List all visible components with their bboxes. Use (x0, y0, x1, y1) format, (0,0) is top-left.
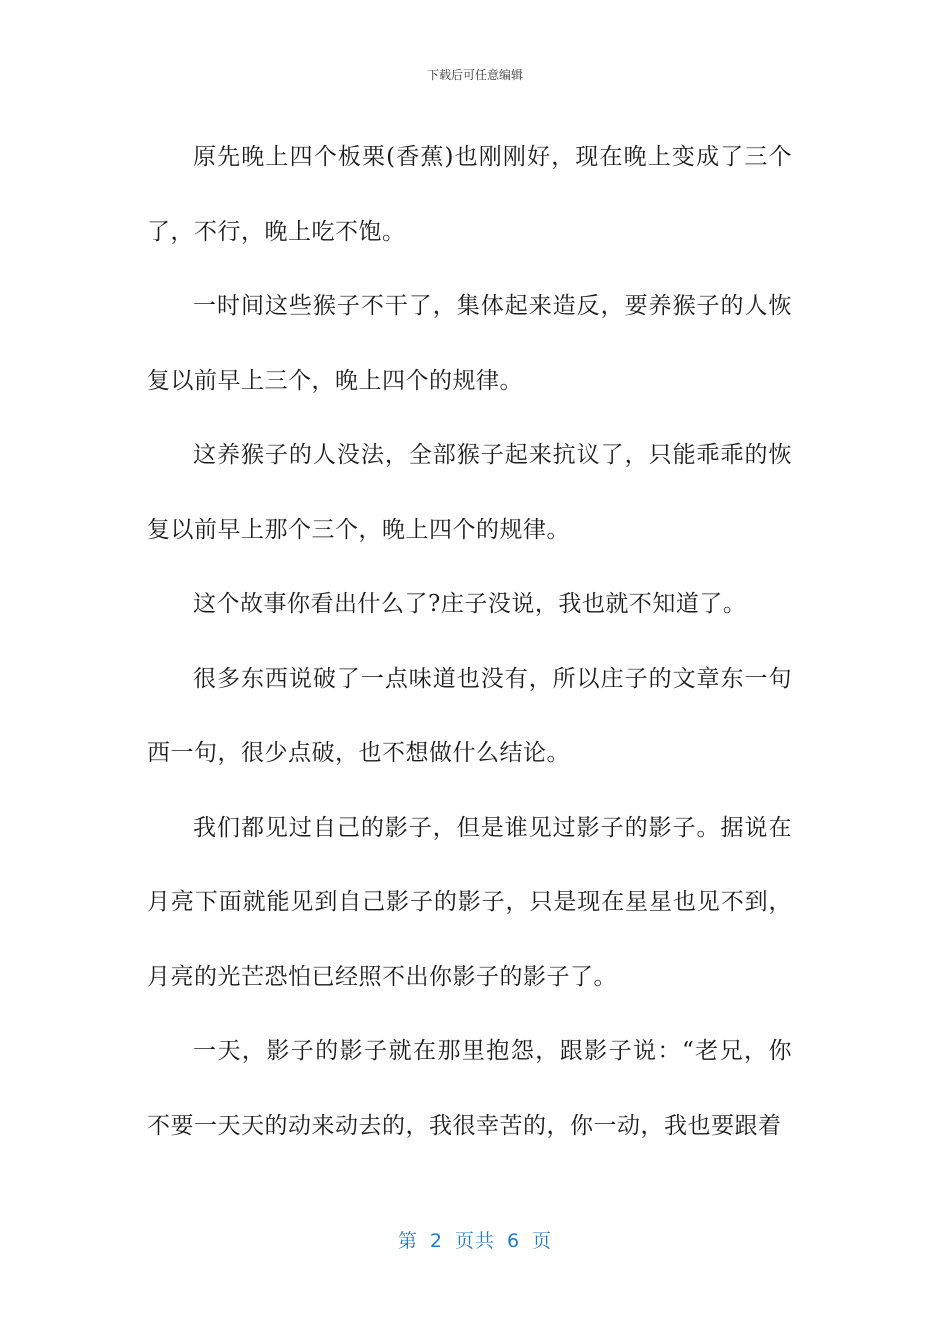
total-pages-number: 6 (507, 1230, 521, 1252)
paragraph: 原先晚上四个板栗(香蕉)也刚刚好，现在晚上变成了三个了，不行，晚上吃不饱。 (147, 144, 792, 245)
footer-suffix: 页 (532, 1230, 553, 1252)
document-body (147, 120, 792, 1163)
paragraph: 这个故事你看出什么了?庄子没说，我也就不知道了。 (193, 591, 747, 617)
paragraph: 这养猴子的人没法，全部猴子起来抗议了，只能乖乖的恢复以前早上那个三个，晚上四个的规律。 (147, 442, 792, 543)
footer-middle: 页共 (454, 1230, 495, 1252)
footer-prefix: 第 (397, 1230, 418, 1252)
paragraph: 一天，影子的影子就在那里抱怨，跟影子说：“老兄，你不要一天天的动来动去的，我很幸苦的，你一动，我也要跟着 (147, 1038, 792, 1139)
page-header: 下载后可任意编辑 (426, 68, 523, 82)
paragraph: 很多东西说破了一点味道也没有，所以庄子的文章东一句西一句，很少点破，也不想做什么结论。 (147, 665, 792, 766)
paragraph: 我们都见过自己的影子，但是谁见过影子的影子。据说在月亮下面就能见到自己影子的影子，只是现在星星也见不到，月亮的光芒恐怕已经照不出你影子的影子了。 (147, 814, 792, 990)
current-page-number: 2 (429, 1230, 443, 1252)
paragraph: 一时间这些猴子不干了，集体起来造反，要养猴子的人恢复以前早上三个，晚上四个的规律。 (147, 293, 792, 394)
page-footer (0, 1226, 950, 1253)
